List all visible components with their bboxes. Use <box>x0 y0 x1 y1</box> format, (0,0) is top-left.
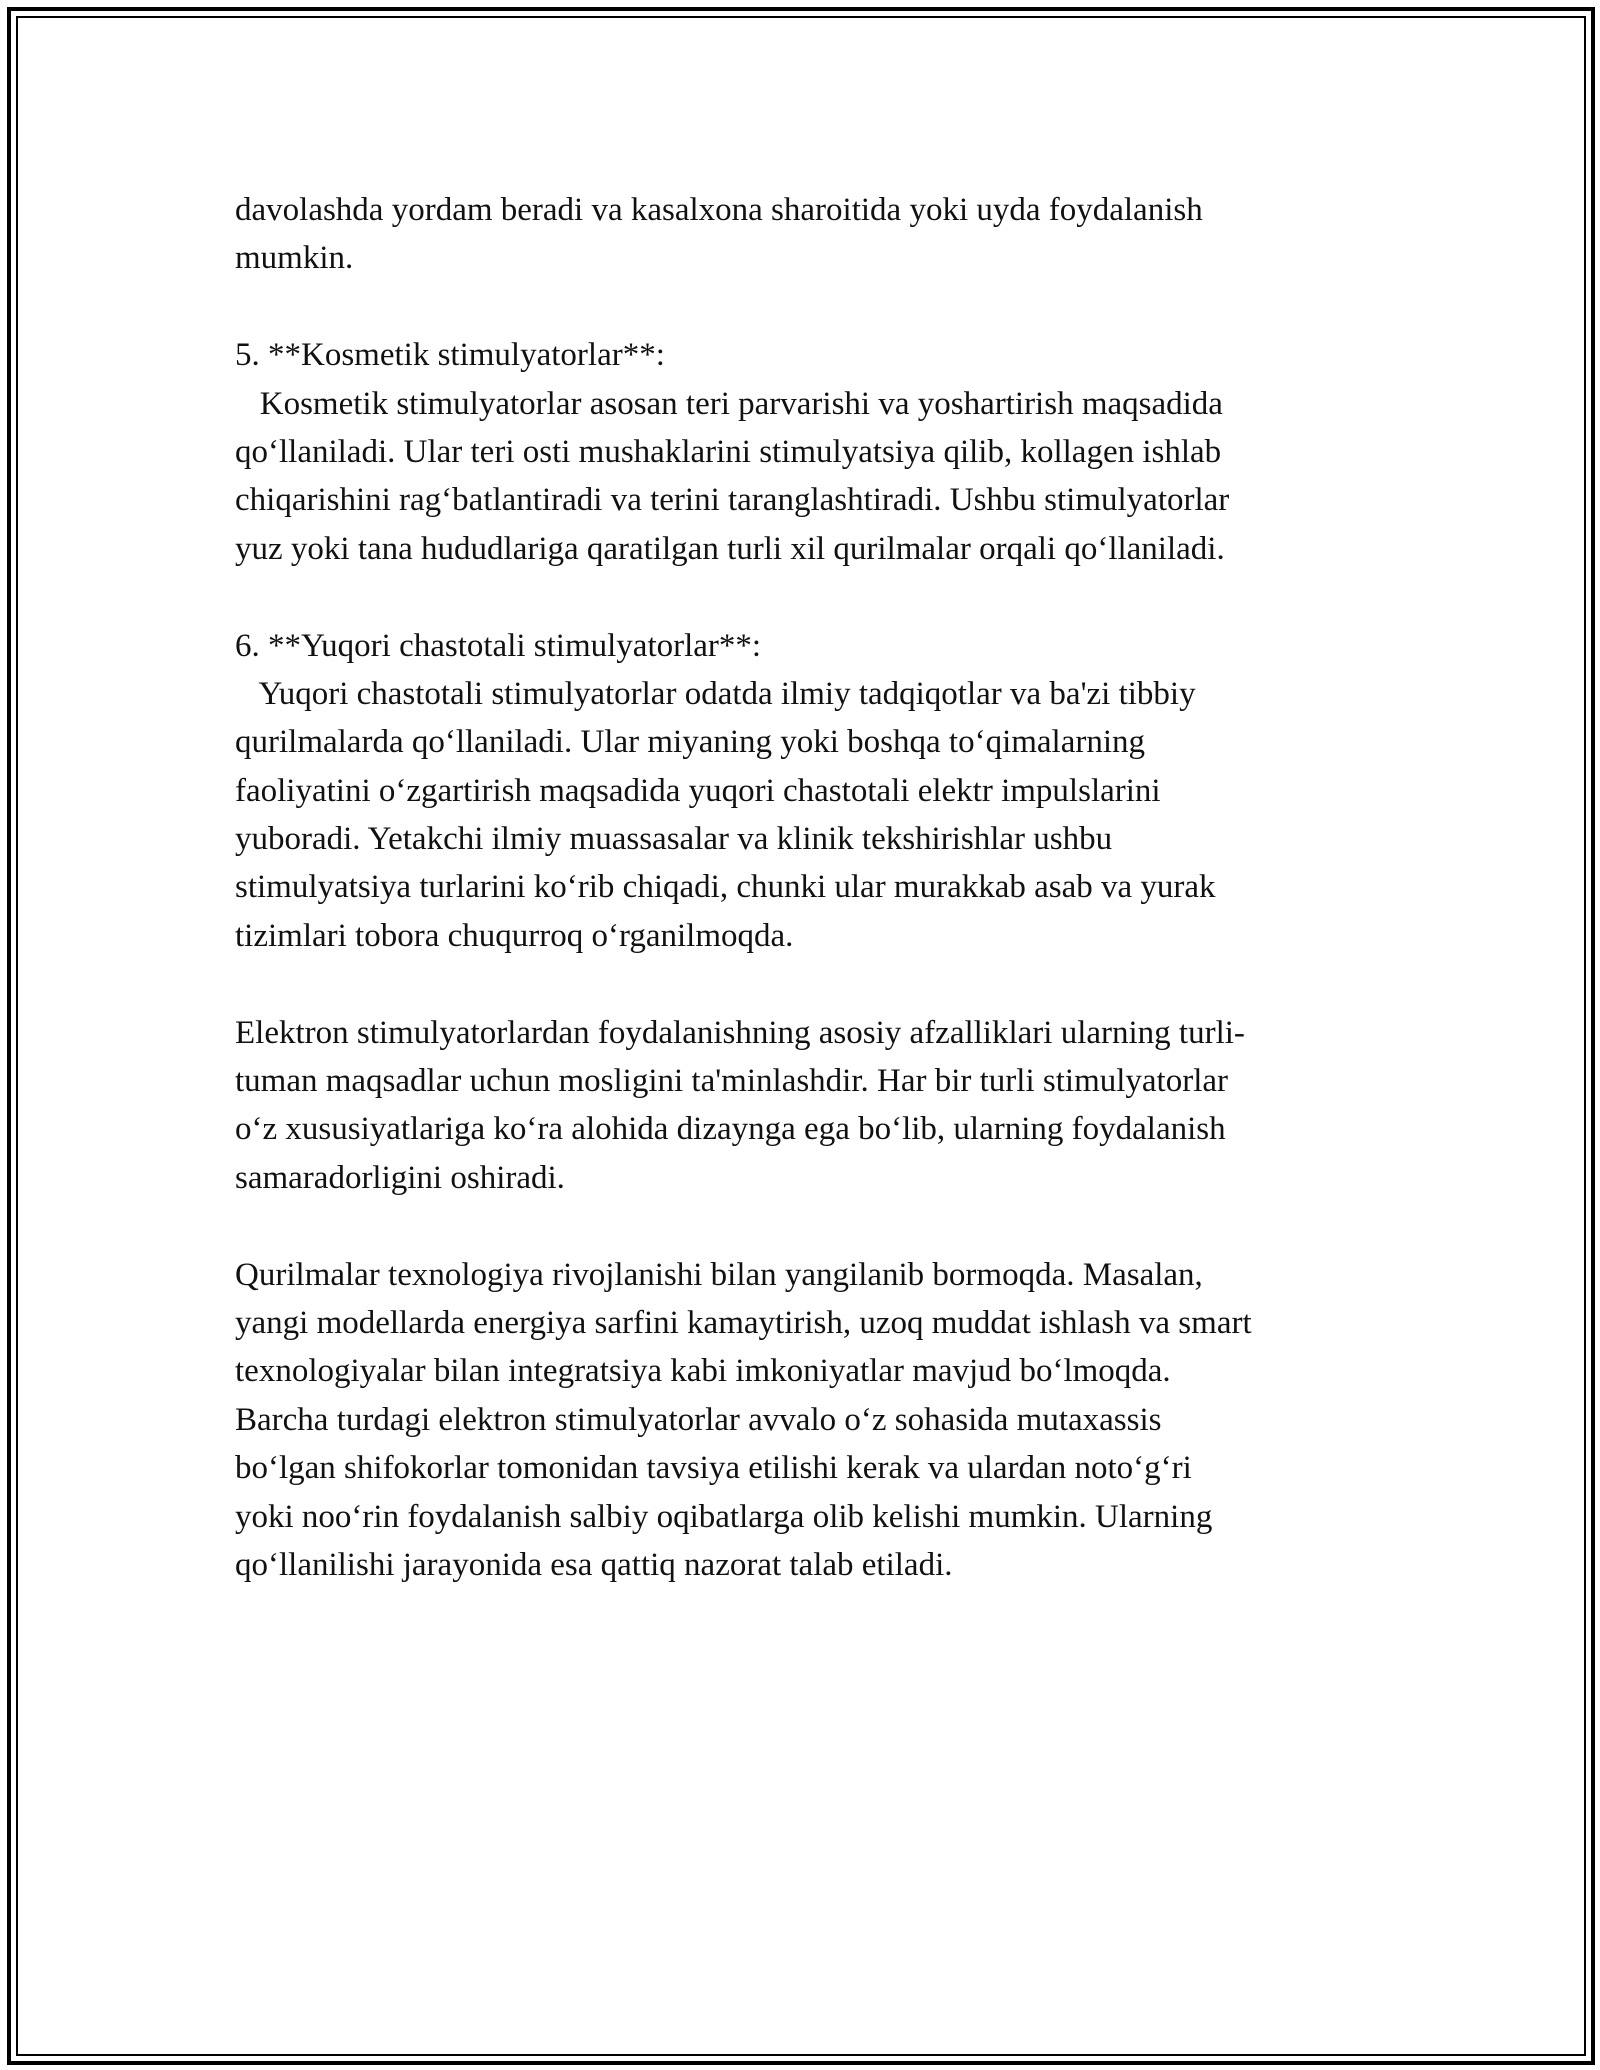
text-line: chiqarishini rag‘batlantiradi va terini taranglashtiradi. Ushbu stimulyatorlar <box>235 482 1230 519</box>
text-line: Kosmetik stimulyatorlar asosan teri parvarishi va yoshartirish maqsadida <box>235 385 1223 422</box>
text-line: yuz yoki tana hududlariga qaratilgan turli xil qurilmalar orqali qo‘llaniladi. <box>235 530 1225 567</box>
text-line: qo‘llanilishi jarayonida esa qattiq nazorat talab etiladi. <box>235 1546 953 1583</box>
text-line: Yuqori chastotali stimulyatorlar odatda ilmiy tadqiqotlar va ba'zi tibbiy <box>235 675 1196 712</box>
text-line: Qurilmalar texnologiya rivojlanishi bilan yangilanib bormoqda. Masalan, <box>235 1256 1203 1293</box>
blank-line <box>235 960 1385 1008</box>
text-line: Elektron stimulyatorlardan foydalanishning asosiy afzalliklari ularning turli- <box>235 1014 1245 1051</box>
section-5-heading: 5. **Kosmetik stimulyatorlar**: <box>235 337 665 374</box>
blank-line <box>235 1202 1385 1250</box>
text-line: faoliyatini o‘zgartirish maqsadida yuqori chastotali elektr impulslarini <box>235 772 1161 809</box>
text-line: yangi modellarda energiya sarfini kamaytirish, uzoq muddat ishlash va smart <box>235 1304 1252 1341</box>
text-line: samaradorligini oshiradi. <box>235 1159 565 1196</box>
text-line: tuman maqsadlar uchun mosligini ta'minlashdir. Har bir turli stimulyatorlar <box>235 1063 1229 1100</box>
section-6-heading: 6. **Yuqori chastotali stimulyatorlar**: <box>235 627 762 664</box>
text-line: davolashda yordam beradi va kasalxona sharoitida yoki uyda foydalanish <box>235 192 1203 228</box>
text-line: o‘z xususiyatlariga ko‘ra alohida dizaynga ega bo‘lib, ularning foydalanish <box>235 1111 1226 1148</box>
text-line: yoki noo‘rin foydalanish salbiy oqibatlarga olib kelishi mumkin. Ularning <box>235 1498 1213 1535</box>
text-line: qurilmalarda qo‘llaniladi. Ular miyaning yoki boshqa to‘qimalarning <box>235 724 1146 761</box>
text-line: texnologiyalar bilan integratsiya kabi imkoniyatlar mavjud bo‘lmoqda. <box>235 1353 1171 1390</box>
text-line: stimulyatsiya turlarini ko‘rib chiqadi, chunki ular murakkab asab va yurak <box>235 869 1216 906</box>
text-line: tizimlari tobora chuqurroq o‘rganilmoqda. <box>235 917 794 954</box>
blank-line <box>235 573 1385 621</box>
text-line: bo‘lgan shifokorlar tomonidan tavsiya etilishi kerak va ulardan noto‘g‘ri <box>235 1450 1192 1487</box>
text-line: qo‘llaniladi. Ular teri osti mushaklarini stimulyatsiya qilib, kollagen ishlab <box>235 433 1222 470</box>
blank-line <box>235 283 1385 331</box>
text-line: yuboradi. Yetakchi ilmiy muassasalar va klinik tekshirishlar ushbu <box>235 821 1113 858</box>
document-body <box>235 186 1385 1589</box>
text-line: Barcha turdagi elektron stimulyatorlar avvalo o‘z sohasida mutaxassis <box>235 1401 1162 1438</box>
text-line: mumkin. <box>235 240 354 277</box>
